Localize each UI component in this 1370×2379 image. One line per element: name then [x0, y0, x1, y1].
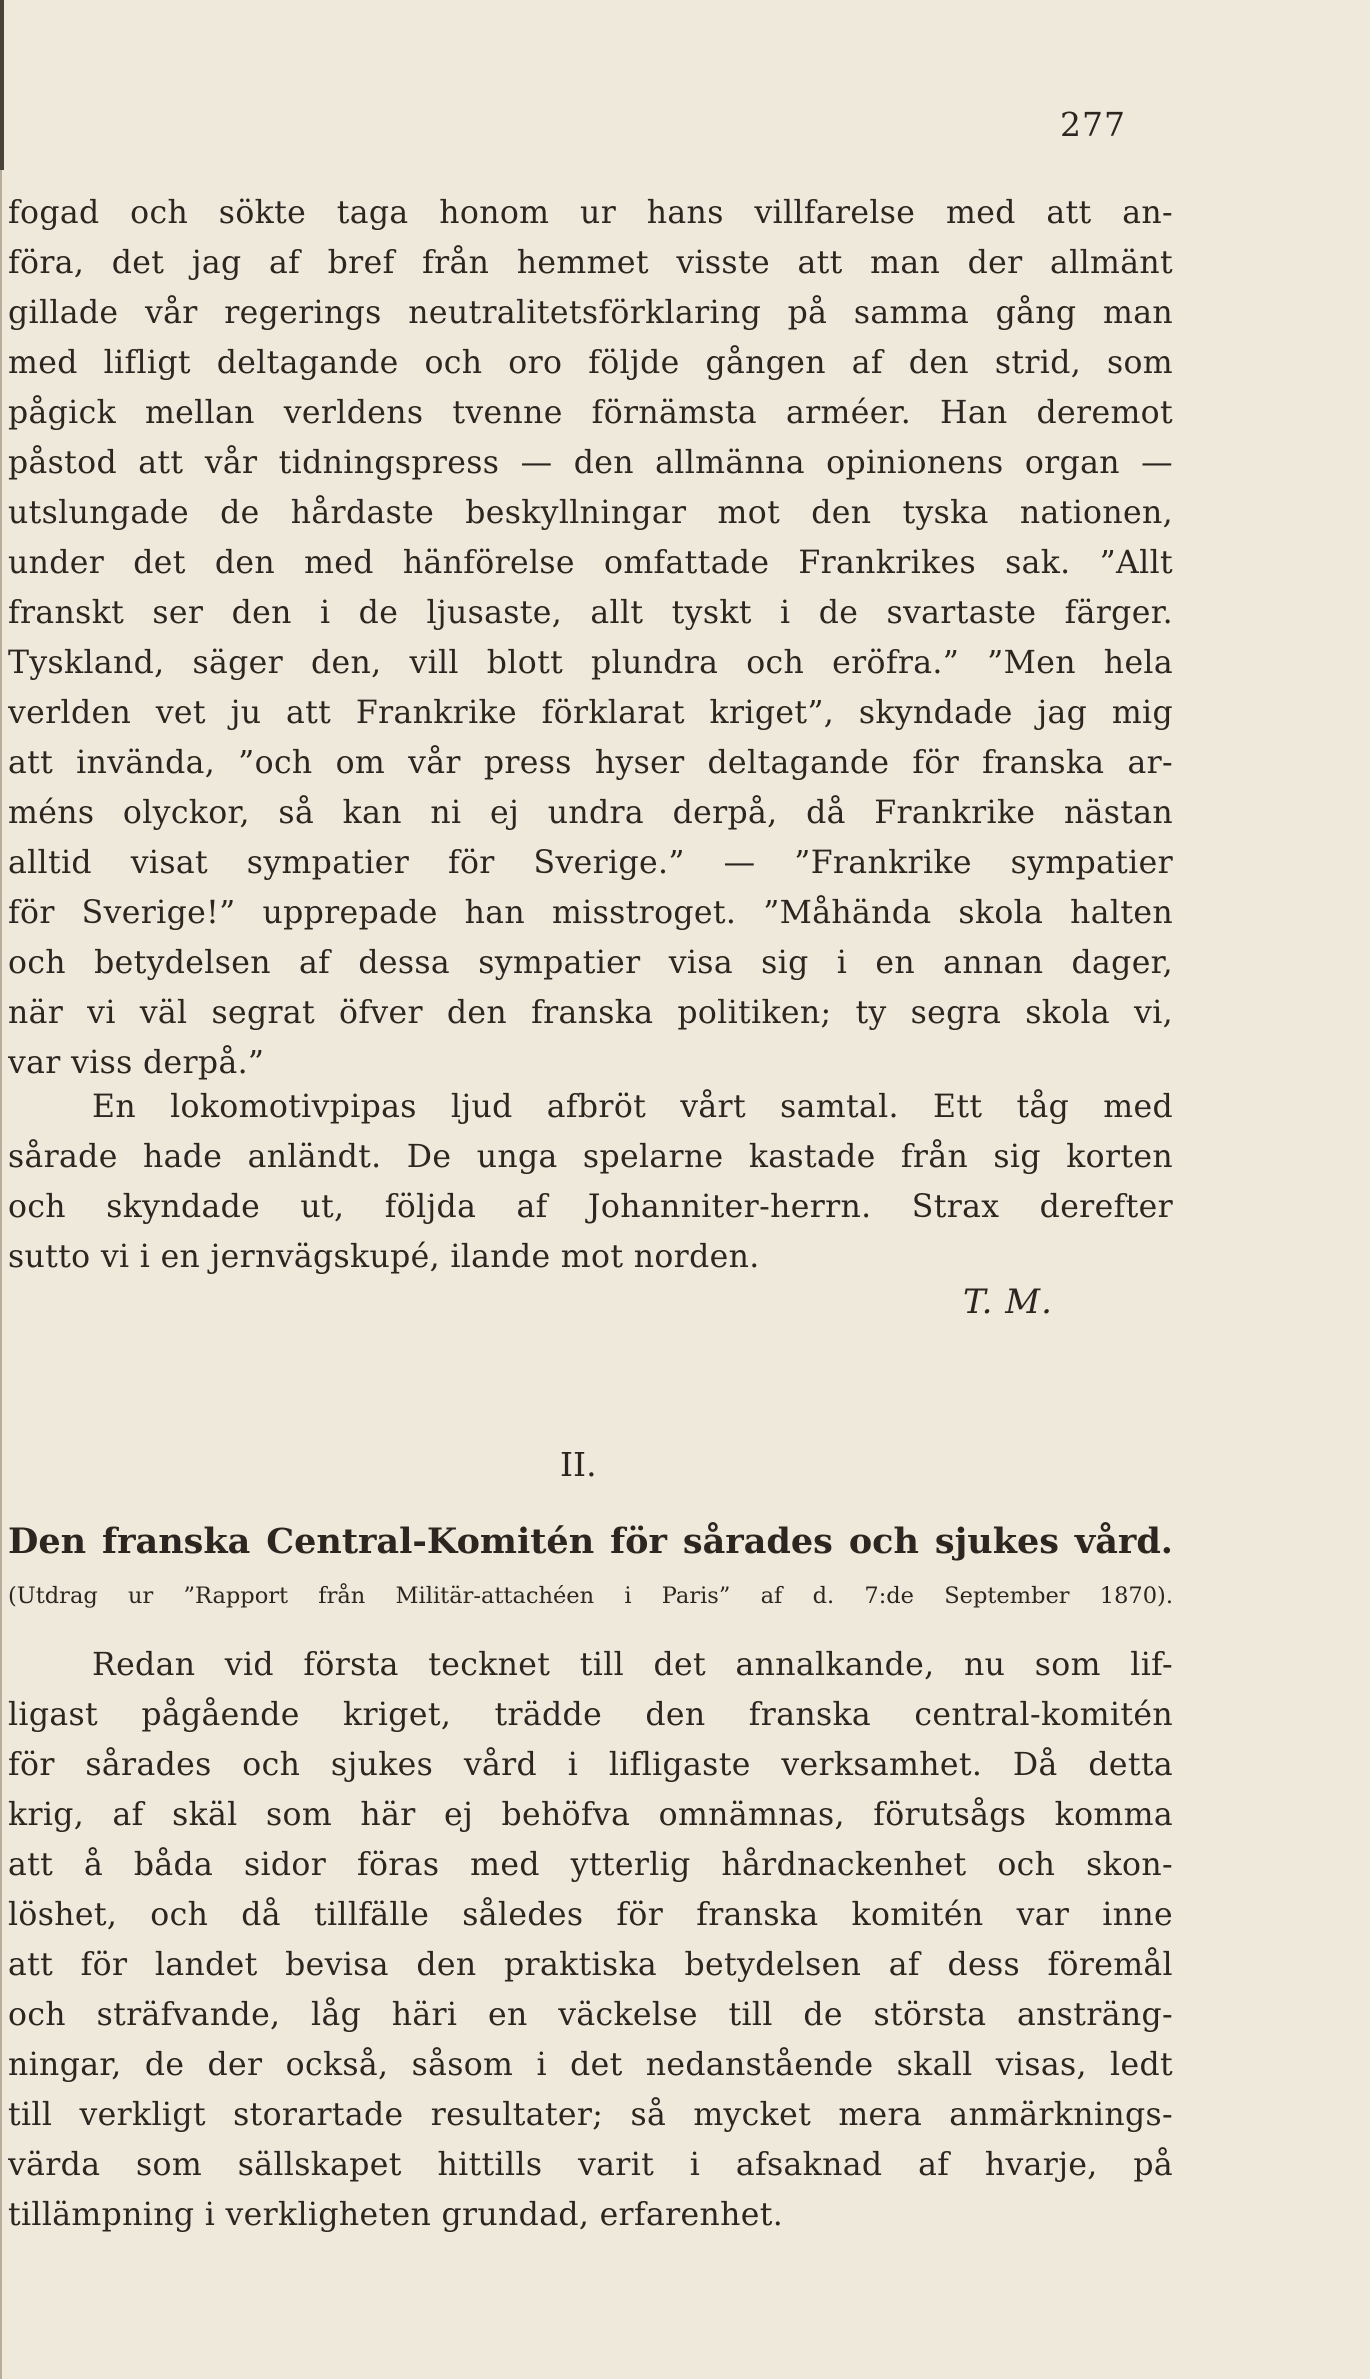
author-signature: T. M.	[963, 1282, 1053, 1322]
text-line: krig, af skäl som här ej behöfva omnämnas, förutsågs komma	[8, 1797, 1173, 1833]
text-line: och sträfvande, låg häri en väckelse till de största ansträng-	[8, 1997, 1173, 2033]
text-line: verlden vet ju att Frankrike förklarat kriget”, skyndade jag mig	[8, 695, 1173, 731]
text-line: att invända, ”och om vår press hyser deltagande för franska ar-	[8, 745, 1173, 781]
text-line: när vi väl segrat öfver den franska politiken; ty segra skola vi,	[8, 995, 1173, 1031]
text-line: att för landet bevisa den praktiska betydelsen af dess föremål	[8, 1947, 1173, 1983]
text-line: sutto vi i en jernvägskupé, ilande mot norden.	[8, 1239, 760, 1275]
text-line: med lifligt deltagande och oro följde gången af den strid, som	[8, 345, 1173, 381]
text-line: påstod att vår tidningspress — den allmänna opinionens organ —	[8, 445, 1173, 481]
section-title: Den franska Central-Komitén för sårades och sjukes vård.	[8, 1521, 1173, 1562]
text-line: En lokomotivpipas ljud afbröt vårt samtal. Ett tåg med	[92, 1089, 1173, 1125]
article-paragraph-2	[8, 1082, 1173, 1282]
text-line: tillämpning i verkligheten grundad, erfarenhet.	[8, 2197, 784, 2233]
page-number: 277	[1060, 105, 1126, 144]
section-paragraph-1	[8, 1640, 1173, 2240]
article-paragraph-1	[8, 188, 1173, 1088]
section-number: II.	[560, 1445, 597, 1484]
text-line: ligast pågående kriget, trädde den franska central-komitén	[8, 1697, 1173, 1733]
text-line: Tyskland, säger den, vill blott plundra och eröfra.” ”Men hela	[8, 645, 1173, 681]
section-source-note: (Utdrag ur ”Rapport från Militär-attachéen i Paris” af d. 7:de September 1870).	[8, 1583, 1173, 1609]
page-edge-line	[0, 170, 2, 2379]
text-line: för sårades och sjukes vård i lifligaste verksamhet. Då detta	[8, 1747, 1173, 1783]
text-line: och betydelsen af dessa sympatier visa sig i en annan dager,	[8, 945, 1173, 981]
text-line: ningar, de der också, såsom i det nedanstående skall visas, ledt	[8, 2047, 1173, 2083]
text-line: pågick mellan verldens tvenne förnämsta arméer. Han deremot	[8, 395, 1173, 431]
text-line: för Sverige!” upprepade han misstroget. ”Måhända skola halten	[8, 895, 1173, 931]
text-line: var viss derpå.”	[8, 1045, 265, 1081]
text-line: löshet, och då tillfälle således för franska komitén var inne	[8, 1897, 1173, 1933]
text-line: och skyndade ut, följda af Johanniter-herrn. Strax derefter	[8, 1189, 1173, 1225]
text-line: under det den med hänförelse omfattade Frankrikes sak. ”Allt	[8, 545, 1173, 581]
text-line: värda som sällskapet hittills varit i afsaknad af hvarje, på	[8, 2147, 1173, 2183]
text-line: Redan vid första tecknet till det annalkande, nu som lif-	[92, 1647, 1173, 1683]
text-line: utslungade de hårdaste beskyllningar mot den tyska nationen,	[8, 495, 1173, 531]
text-line: till verkligt storartade resultater; så mycket mera anmärknings-	[8, 2097, 1173, 2133]
text-line: sårade hade anländt. De unga spelarne kastade från sig korten	[8, 1139, 1173, 1175]
text-line: méns olyckor, så kan ni ej undra derpå, då Frankrike nästan	[8, 795, 1173, 831]
page-edge-shadow	[0, 0, 4, 170]
text-line: alltid visat sympatier för Sverige.” — ”Frankrike sympatier	[8, 845, 1173, 881]
text-line: franskt ser den i de ljusaste, allt tyskt i de svartaste färger.	[8, 595, 1173, 631]
text-line: fogad och sökte taga honom ur hans villfarelse med att an-	[8, 195, 1173, 231]
text-line: gillade vår regerings neutralitetsförklaring på samma gång man	[8, 295, 1173, 331]
text-line: att å båda sidor föras med ytterlig hårdnackenhet och skon-	[8, 1847, 1173, 1883]
text-line: föra, det jag af bref från hemmet visste att man der allmänt	[8, 245, 1173, 281]
